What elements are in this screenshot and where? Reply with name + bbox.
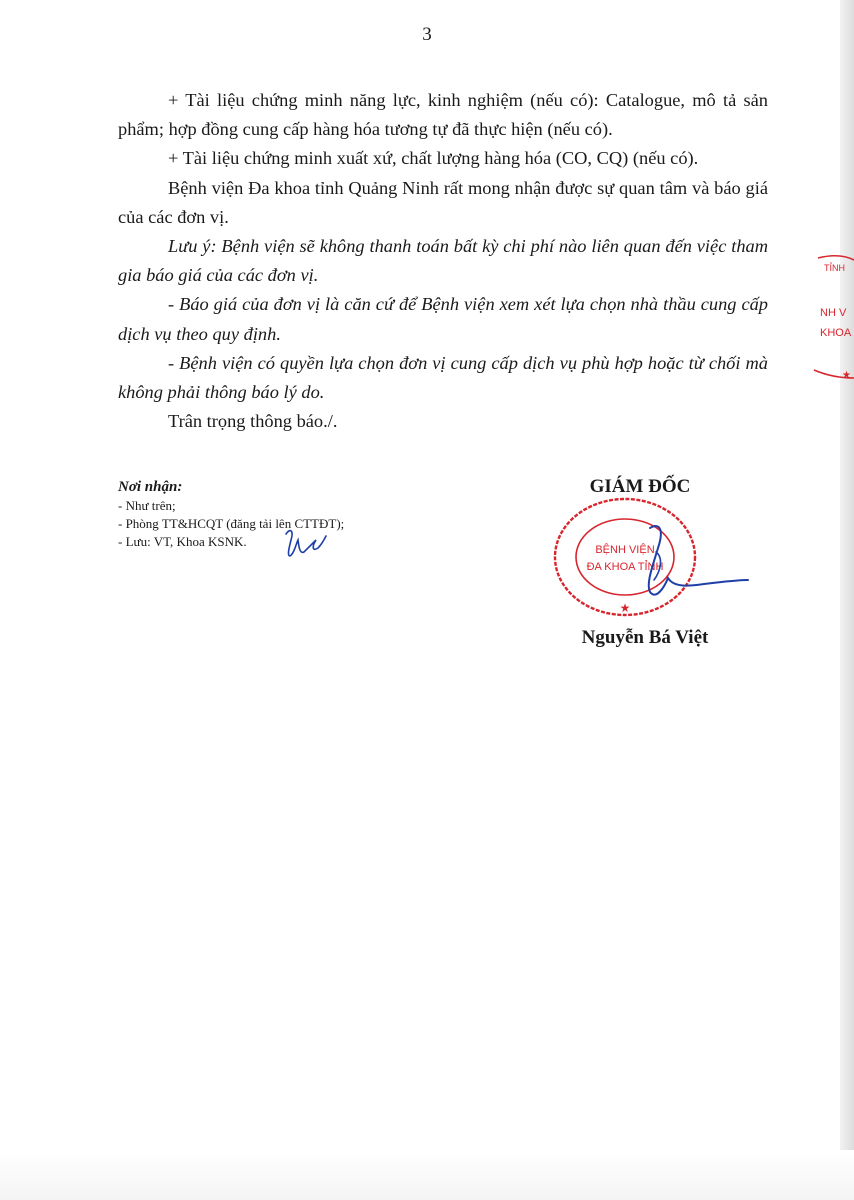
- scan-bottom-shadow: [0, 1150, 854, 1200]
- director-title: GIÁM ĐỐC: [589, 476, 691, 497]
- svg-text:★: ★: [842, 370, 851, 381]
- paragraph: - Bệnh viện có quyền lựa chọn đơn vị cung cấp dịch vụ phù hợp hoặc từ chối mà không phải thông báo lý do.: [118, 352, 768, 403]
- recipient-line: - Như trên;: [118, 498, 176, 513]
- recipient-line: - Lưu: VT, Khoa KSNK.: [118, 534, 247, 549]
- body-text: [118, 86, 768, 436]
- stamp-line: ĐA KHOA TỈNH: [586, 561, 664, 573]
- svg-text:★: ★: [619, 601, 631, 615]
- paragraph: Trân trọng thông báo./.: [168, 411, 338, 432]
- paragraph: Bệnh viện Đa khoa tỉnh Quảng Ninh rất mong nhận được sự quan tâm và báo giá của các đơn vị.: [118, 177, 768, 227]
- scan-edge-shadow: [840, 0, 854, 1200]
- signer-name: Nguyễn Bá Việt: [581, 627, 709, 648]
- recipient-line: - Phòng TT&HCQT (đăng tải lên CTTĐT);: [118, 516, 345, 531]
- edge-stamp-line: KHOA: [820, 327, 852, 339]
- page-number: 3: [422, 24, 432, 45]
- paragraph: + Tài liệu chứng minh xuất xứ, chất lượng hàng hóa (CO, CQ) (nếu có).: [168, 148, 699, 169]
- recipients-heading: Nơi nhận:: [118, 479, 183, 495]
- stamp-line: BỆNH VIỆN: [595, 544, 655, 556]
- paragraph: Lưu ý: Bệnh viện sẽ không thanh toán bất kỳ chi phí nào liên quan đến việc tham gia báo giá của các đơn vị.: [118, 236, 768, 286]
- edge-stamp-line: TỈNH: [824, 263, 845, 273]
- recipients-block: [118, 478, 438, 551]
- edge-stamp-line: NH V: [820, 307, 847, 319]
- edge-stamp-fragment: [806, 240, 854, 390]
- director-signature: [630, 518, 750, 608]
- paragraph: - Báo giá của đơn vị là căn cứ để Bệnh viện xem xét lựa chọn nhà thầu cung cấp dịch vụ theo quy định.: [118, 294, 768, 344]
- paragraph: + Tài liệu chứng minh năng lực, kinh nghiệm (nếu có): Catalogue, mô tả sản phẩm; hợp đồng cung cấp hàng hóa tương tự đã thực hiện (nếu có).: [118, 90, 768, 140]
- initials-signature: [282, 526, 328, 560]
